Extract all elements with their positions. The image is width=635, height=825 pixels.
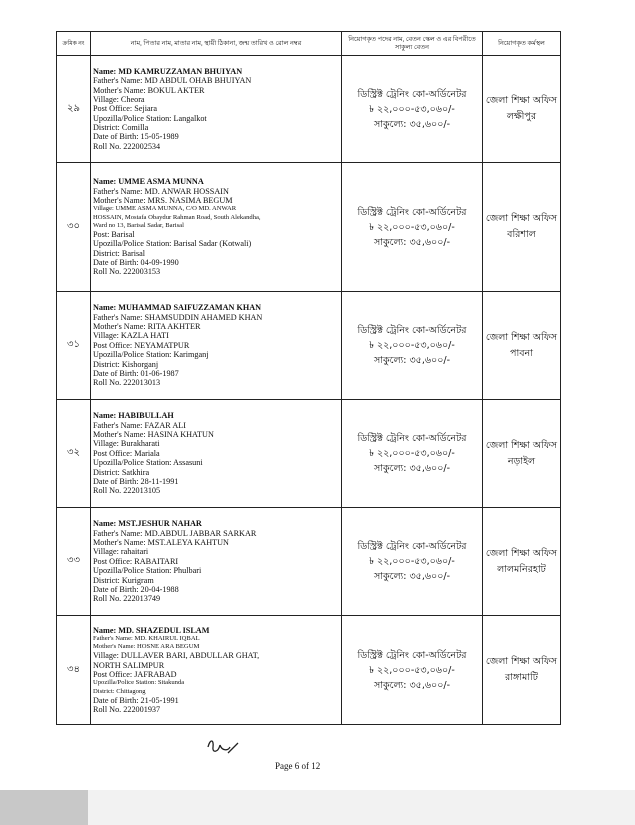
pay-scale: ৳ ২২,০০০-৫৩,০৬০/- bbox=[369, 664, 455, 676]
mother-name: Mother's Name: MST.ALEYA KAHTUN bbox=[93, 538, 229, 548]
father-name: Father's Name: MD ABDUL OHAB BHUIYAN bbox=[93, 76, 252, 86]
table-row bbox=[57, 616, 561, 725]
date-of-birth: Date of Birth: 04-09-1990 bbox=[93, 257, 179, 267]
date-of-birth: Date of Birth: 15-05-1989 bbox=[93, 132, 179, 142]
table-row bbox=[57, 163, 561, 292]
district: District: Satkhira bbox=[93, 467, 150, 477]
upazila: Upozilla/Police Station: Sitakunda bbox=[93, 679, 185, 687]
mother-name: Mother's Name: RITA AKHTER bbox=[93, 322, 201, 332]
serial-cell: ৩০ bbox=[57, 163, 91, 292]
roll-number: Roll No. 222013013 bbox=[93, 378, 161, 388]
mother-name: Mother's Name: HOSNE ARA BEGUM bbox=[93, 643, 200, 651]
roll-number: Roll No. 222003153 bbox=[93, 267, 161, 277]
serial-cell: ৩৪ bbox=[57, 616, 91, 725]
post-cell bbox=[342, 163, 483, 292]
table-row bbox=[57, 400, 561, 508]
office-line-1: জেলা শিক্ষা অফিস bbox=[485, 213, 558, 224]
village: Village: UMME ASMA MUNNA, C/O MD. ANWAR bbox=[93, 205, 237, 213]
office-line-2: পাবনা bbox=[510, 347, 533, 359]
office-line-2: লক্ষীপুর bbox=[506, 111, 537, 122]
office-cell bbox=[483, 163, 561, 292]
district: District: Kishorganj bbox=[93, 359, 159, 369]
scan-edge-light bbox=[88, 790, 635, 825]
office-cell bbox=[483, 292, 561, 400]
upazila: Upozilla/Police Station: Barisal Sadar (Kotwali) bbox=[93, 239, 252, 249]
post-office: Post Office: Sejiara bbox=[93, 104, 157, 114]
candidate-details bbox=[91, 56, 342, 163]
post-name: ডিস্ট্রিক্ট ট্রেনিং কো-অর্ডিনেটর bbox=[357, 325, 467, 336]
pay-scale: ৳ ২২,০০০-৫৩,০৬০/- bbox=[369, 221, 455, 233]
candidate-name: Name: HABIBULLAH bbox=[93, 411, 174, 421]
date-of-birth: Date of Birth: 21-05-1991 bbox=[93, 695, 179, 705]
office-cell bbox=[483, 56, 561, 163]
district: District: Chittagong bbox=[93, 687, 146, 695]
upazila: Upozilla/Police Station: Karimganj bbox=[93, 350, 209, 360]
mother-name: Mother's Name: MRS. NASIMA BEGUM bbox=[93, 196, 233, 205]
father-name: Father's Name: MD. ANWAR HOSSAIN bbox=[93, 186, 229, 196]
pay-scale: ৳ ২২,০০০-৫৩,০৬০/- bbox=[369, 340, 455, 351]
gross-salary: সাকুল্যে: ৩৫,৬০০/- bbox=[373, 571, 451, 582]
candidate-name: Name: MUHAMMAD SAIFUZZAMAN KHAN bbox=[93, 303, 262, 313]
signature-mark bbox=[204, 735, 240, 757]
gross-salary: সাকুল্যে: ৩৫,৬০০/- bbox=[373, 355, 451, 366]
gross-salary: সাকুল্যে: ৩৫,৬০০/- bbox=[373, 463, 451, 474]
table-row bbox=[57, 292, 561, 400]
post-cell bbox=[342, 292, 483, 400]
roll-number: Roll No. 222013749 bbox=[93, 594, 161, 604]
post-cell bbox=[342, 616, 483, 725]
table-row bbox=[57, 508, 561, 616]
district: District: Kurigram bbox=[93, 575, 154, 585]
village-cont: NORTH SALIMPUR bbox=[93, 660, 165, 670]
serial-cell: ৩২ bbox=[57, 400, 91, 508]
appointment-table bbox=[56, 31, 561, 725]
candidate-name: Name: MD. SHAZEDUL ISLAM bbox=[93, 625, 210, 635]
post-name: ডিস্ট্রিক্ট ট্রেনিং কো-অর্ডিনেটর bbox=[357, 88, 467, 100]
candidate-details bbox=[91, 508, 342, 616]
pay-scale: ৳ ২২,০০০-৫৩,০৬০/- bbox=[369, 448, 455, 459]
upazila: Upozilla/Police Station: Langalkot bbox=[93, 113, 207, 123]
header-post: নিয়োগকৃত পদের নাম, বেতন স্কেল ও এর বিপরীতে সাকুল্য বেতন bbox=[342, 32, 483, 56]
office-line-1: জেলা শিক্ষা অফিস bbox=[485, 547, 558, 559]
gross-salary: সাকুল্যে: ৩৫,৬০০/- bbox=[373, 679, 451, 691]
header-details: নাম, পিতার নাম, মাতার নাম, স্থায়ী ঠিকানা, জন্ম তারিখ ও রোল নম্বর bbox=[91, 32, 342, 56]
roll-number: Roll No. 222002534 bbox=[93, 141, 161, 151]
village: Village: KAZLA HATI bbox=[93, 331, 169, 341]
office-line-1: জেলা শিক্ষা অফিস bbox=[485, 439, 558, 451]
date-of-birth: Date of Birth: 20-04-1988 bbox=[93, 584, 179, 594]
post-office: Post: Barisal bbox=[93, 229, 135, 239]
office-cell bbox=[483, 508, 561, 616]
village-cont: Ward no 13, Barisal Sadar, Barisal bbox=[93, 221, 184, 229]
post-office: Post Office: RABAITARI bbox=[93, 556, 179, 566]
office-line-2: নড়াইল bbox=[507, 455, 536, 467]
candidate-name: Name: MST.JESHUR NAHAR bbox=[93, 519, 202, 529]
date-of-birth: Date of Birth: 28-11-1991 bbox=[93, 476, 179, 486]
serial-cell: ২৯ bbox=[57, 56, 91, 163]
candidate-details bbox=[91, 616, 342, 725]
office-cell bbox=[483, 616, 561, 725]
roll-number: Roll No. 222013105 bbox=[93, 486, 161, 496]
table-header-row bbox=[57, 32, 561, 56]
gross-salary: সাকুল্যে: ৩৫,৬০০/- bbox=[373, 236, 451, 248]
mother-name: Mother's Name: BOKUL AKTER bbox=[93, 85, 205, 95]
father-name: Father's Name: MD.ABDUL JABBAR SARKAR bbox=[93, 528, 257, 538]
village: Village: rahaitari bbox=[93, 547, 149, 557]
upazila: Upozilla/Police Station: Phulbari bbox=[93, 566, 202, 576]
pay-scale: ৳ ২২,০০০-৫৩,০৬০/- bbox=[369, 556, 455, 567]
scan-edge-dark bbox=[0, 790, 88, 825]
post-office: Post Office: NEYAMATPUR bbox=[93, 340, 190, 350]
office-line-1: জেলা শিক্ষা অফিস bbox=[485, 95, 558, 106]
office-line-2: রাঙ্গামাটি bbox=[505, 672, 538, 683]
roll-number: Roll No. 222001937 bbox=[93, 705, 161, 715]
candidate-details bbox=[91, 163, 342, 292]
candidate-details bbox=[91, 292, 342, 400]
serial-cell: ৩১ bbox=[57, 292, 91, 400]
table-row bbox=[57, 56, 561, 163]
post-cell bbox=[342, 508, 483, 616]
post-name: ডিস্ট্রিক্ট ট্রেনিং কো-অর্ডিনেটর bbox=[357, 649, 467, 661]
post-name: ডিস্ট্রিক্ট ট্রেনিং কো-অর্ডিনেটর bbox=[357, 206, 467, 218]
district: District: Barisal bbox=[93, 248, 146, 258]
upazila: Upozilla/Police Station: Assasuni bbox=[93, 458, 203, 468]
candidate-name: Name: UMME ASMA MUNNA bbox=[93, 177, 204, 187]
office-line-1: জেলা শিক্ষা অফিস bbox=[485, 331, 558, 343]
office-cell bbox=[483, 400, 561, 508]
post-cell bbox=[342, 400, 483, 508]
district: District: Comilla bbox=[93, 123, 149, 133]
post-name: ডিস্ট্রিক্ট ট্রেনিং কো-অর্ডিনেটর bbox=[357, 433, 467, 444]
post-office: Post Office: Mariala bbox=[93, 448, 160, 458]
village: Village: DULLAVER BARI, ABDULLAR GHAT, bbox=[93, 651, 260, 661]
father-name: Father's Name: MD. KHAIRUL IQBAL bbox=[93, 634, 200, 642]
pay-scale: ৳ ২২,০০০-৫৩,০৬০/- bbox=[369, 103, 455, 115]
mother-name: Mother's Name: HASINA KHATUN bbox=[93, 430, 214, 440]
candidate-details bbox=[91, 400, 342, 508]
village: Village: Burakharati bbox=[93, 439, 160, 449]
office-line-2: লালমনিরহাট bbox=[497, 563, 546, 575]
post-office: Post Office: JAFRABAD bbox=[93, 670, 177, 679]
office-line-1: জেলা শিক্ষা অফিস bbox=[485, 656, 558, 667]
header-serial: ক্রমিক নং bbox=[57, 32, 91, 56]
village: Village: Cheora bbox=[93, 94, 145, 104]
office-line-2: বরিশাল bbox=[507, 229, 536, 240]
date-of-birth: Date of Birth: 01-06-1987 bbox=[93, 368, 179, 378]
post-cell bbox=[342, 56, 483, 163]
page-number: Page 6 of 12 bbox=[275, 761, 321, 771]
header-office: নিয়োগকৃত কর্মস্থল bbox=[483, 32, 561, 56]
father-name: Father's Name: SHAMSUDDIN AHAMED KHAN bbox=[93, 312, 263, 322]
father-name: Father's Name: FAZAR ALI bbox=[93, 420, 186, 430]
gross-salary: সাকুল্যে: ৩৫,৬০০/- bbox=[373, 118, 451, 130]
candidate-name: Name: MD KAMRUZZAMAN BHUIYAN bbox=[93, 66, 243, 76]
post-name: ডিস্ট্রিক্ট ট্রেনিং কো-অর্ডিনেটর bbox=[357, 541, 467, 552]
village-cont: HOSSAIN, Mostafa Obaydur Rahman Road, South Alekandha, bbox=[93, 213, 261, 221]
serial-cell: ৩৩ bbox=[57, 508, 91, 616]
